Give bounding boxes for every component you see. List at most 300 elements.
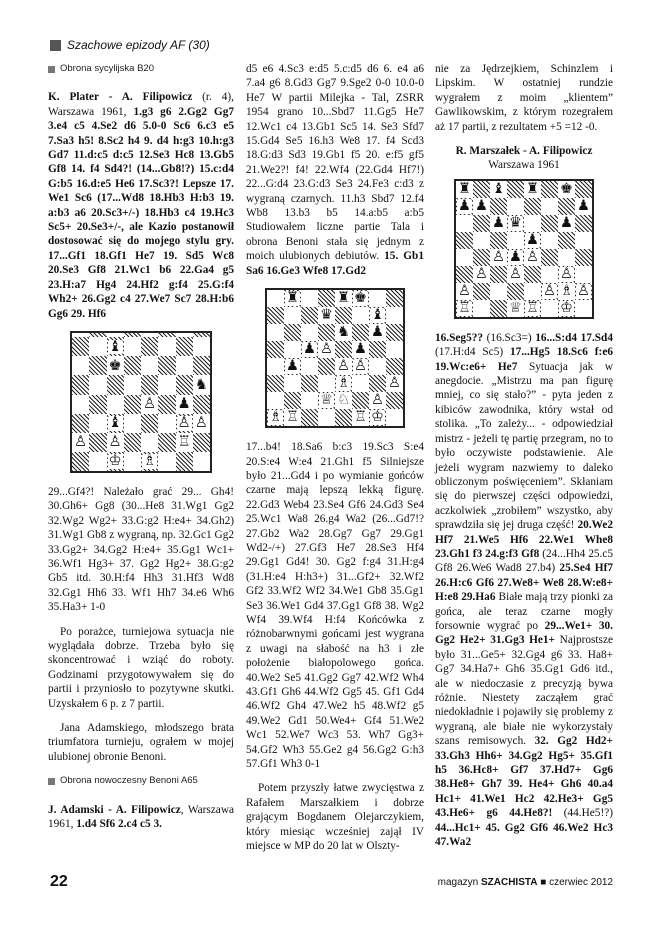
board-square (507, 232, 524, 249)
white-pawn-icon: ♙ (371, 392, 384, 409)
moves: 20.We2 Hf7 21.We5 Hf6 22.We1 Whe8 23.Gh1 f3 24.g:f3 Gf8 (435, 519, 613, 560)
board-square (473, 283, 490, 300)
board-square (176, 337, 193, 356)
magazine-name: SZACHISTA (480, 876, 538, 888)
board-square (89, 375, 106, 394)
board-square (267, 409, 284, 426)
white-rook-icon: ♖ (354, 409, 367, 426)
board-square (141, 452, 158, 471)
board-square (507, 266, 524, 283)
board-square (386, 307, 403, 324)
board-square (507, 181, 524, 198)
board-square (369, 341, 386, 358)
board-square (456, 181, 473, 198)
board-square (541, 232, 558, 249)
board-square (267, 307, 284, 324)
board-square (72, 356, 89, 375)
board-square (558, 266, 575, 283)
board-square (158, 433, 175, 452)
white-rook-icon: ♖ (286, 409, 299, 426)
game1-heading: K. Plater - A. Filipowicz (48, 91, 193, 104)
black-rook-icon: ♜ (526, 181, 539, 198)
board-square (456, 266, 473, 283)
game1-text (48, 90, 234, 321)
page-number: 22 (50, 873, 68, 890)
board-square (318, 409, 335, 426)
board-square (193, 395, 210, 414)
board-square (301, 409, 318, 426)
board-square (284, 358, 301, 375)
page-footer (50, 873, 613, 891)
board-square (524, 232, 541, 249)
board-square (558, 215, 575, 232)
black-rook-icon: ♜ (337, 290, 350, 307)
black-pawn-icon: ♟ (492, 215, 505, 232)
paragraph-adamski: Jana Adamskiego, młodszego brata triumfatora turnieju, ograłem w mojej ulubionej obronie Benoni. (48, 722, 234, 763)
board-square (89, 452, 106, 471)
board-square (352, 358, 369, 375)
board-square (524, 198, 541, 215)
white-pawn-icon: ♙ (354, 358, 367, 375)
board-square (541, 215, 558, 232)
white-pawn-icon: ♙ (108, 432, 122, 450)
board-square (141, 356, 158, 375)
board-square (352, 409, 369, 426)
chess-diagram-3 (454, 179, 594, 319)
black-pawn-icon: ♟ (560, 215, 573, 232)
board-square (193, 433, 210, 452)
black-bishop-icon: ♝ (108, 337, 122, 355)
board-square (335, 392, 352, 409)
game2-comment: 17...b4! 18.Sa6 b:c3 19.Sc3 S:e4 20.S:e4 W:e4 21.Gh1 f5 Silniejsze było 21...Gd4 i po wymianie gońców czarne mają lepszą lekką figurę. 22.Gd3 Web4 23.Se4 Gf6 24.Gd3 Se4 25.Wc1 Wa8 26.g4 Wa2 (26...Gd7!? 27.Gb2 Wa2 28.Gg7 Gg7 29.Gg1 Wd2-/+) 27.Gf3 He7 28.Se3 Hf4 29.Gg1 Gd4! 30. Gg2 f:g4 31.H:g4 (31.H:e4 H:h3+) 31...Gf2+ 32.Wf2 Gf2 33.Wf2 Wf2 34.We1 Gb8 35.Gg1 Se3 36.We1 Gd4 37.Gg1 Gf8 38. Wg2 Wf4 39.Wf4 H:f4 Końcówka z różnobarwnymi gońcami jest wygrana z uwagi na słabość na h3 i złe położenie białopolowego gońca. 40.We2 Se5 41.Gg2 Gg7 42.Wf2 Wh4 43.Gf1 Gh6 44.Wf2 Gg5 45. Gf1 Gd4 46.Wf2 Gh4 47.We2 h5 48.Wf2 g5 49.We2 Gd1 50.We4+ Gf4 51.We2 Wc1 52.We7 Wc3 53. Wh7 Gg3+ 54.Gf2 Wh3 55.Ge2 g4 56.Gg2 G:h3 57.Gf1 Wh3 0-1 (246, 441, 424, 771)
board-square (456, 232, 473, 249)
board-square (335, 290, 352, 307)
game1-intro: (r. 4), Warszawa 1961, (48, 91, 234, 118)
board-square (541, 181, 558, 198)
board-square (89, 356, 106, 375)
board-square (318, 290, 335, 307)
board-square (524, 283, 541, 300)
board-square (72, 414, 89, 433)
comment: Najprostsze było 31...Ge5+ 32.Gg4 g6 33. Ha8+ Gg7 34.Ha7+ Gh6 35.Gg1 Gd6 itd., ale w niedoczasie z precyzją bywa różnie. Niestety zacząłem grać niedokładnie i pojawiły się problemy z wygraną, ale białe nie wykorzystały szans remisowych. (435, 634, 613, 748)
black-bishop-icon: ♝ (492, 181, 505, 198)
board-square (267, 290, 284, 307)
game1-moves: 1.g3 g6 2.Gg2 Gg7 3.e4 c5 4.Se2 d6 5.0-0 Sc6 6.c3 e5 7.Sa3 h5! 8.Sc2 h4 9. d4 h:g3 10.h:g3 Gd7 11.d:c5 d:c5 12.Se3 Hc8 13.Gb5 Gf8 14. f4 Sd4?! (14...Gb8!?) 15.c:d4 G:b5 16.d:e5 He6 17.Sc3?! Lepsze 17. We1 Sc6 (17...Wd8 18.Hb3 H:b3 19. a:b3 a6 20.Sc3+/-) 18.Hb3 c4 19.Hc3 Sc5+ 20.Se3+/-, ale Kazio postanowił dostosować się do mojego stylu gry. 17...Gf1 18.Gf1 He7 19. Sd5 Wc8 20.Se3 Gf8 21.Wc1 b6 22.Ga4 g5 23.H:a7 Hg4 24.Hf2 g:f4 25.G:f4 Wh2+ 26.Gg2 c4 27.We7 Sc7 28.H:b6 Gg6 29. Hf6 (48, 105, 234, 320)
game3-place: Warszawa 1961 (488, 159, 560, 172)
black-pawn-icon: ♟ (177, 394, 191, 412)
board-square (158, 356, 175, 375)
board-square (107, 356, 124, 375)
chess-diagram-1 (70, 331, 212, 473)
magazine-info (438, 877, 613, 888)
game1-comment: 29...Gf4?! Należało grać 29... Gh4! 30.Gh6+ Gg8 (30...He8 31.Wg1 Gg2 32.Wg2 Wg2+ 33.G:g2 H:e4+ 34.Gh2) 31.Wg1 Gb8 z wygraną, np. 32.Gc1 Gg2 33.Gg2+ 34.Gg2 H:e4+ 35.Gg1 Wc1+ 36.Wf1 Hg3+ 37. Gg2 Hg2+ 38.G:g2 Gb5 itd. 30.H:f4 Hh3 31.Hf3 Wd8 32.Gg1 Hh6 33. Wf1 Hh7 34.e6 Wh6 35.Ha3+ 1-0 (48, 485, 234, 614)
board-square (490, 266, 507, 283)
white-pawn-icon: ♙ (560, 266, 573, 283)
board-square (89, 433, 106, 452)
board-square (176, 414, 193, 433)
board-square (193, 414, 210, 433)
white-queen-icon: ♕ (320, 392, 333, 409)
board-square (575, 232, 592, 249)
black-knight-icon: ♞ (194, 375, 208, 393)
page-header (50, 36, 350, 54)
board-square (575, 198, 592, 215)
board-square (284, 290, 301, 307)
board-square (369, 375, 386, 392)
board-square (335, 324, 352, 341)
board-square (158, 395, 175, 414)
white-pawn-icon: ♙ (543, 283, 556, 300)
opening-label-1 (48, 62, 234, 76)
board-square (473, 198, 490, 215)
black-pawn-icon: ♟ (509, 249, 522, 266)
board-square (141, 375, 158, 394)
board-square (507, 283, 524, 300)
white-pawn-icon: ♙ (194, 413, 208, 431)
black-king-icon: ♚ (108, 356, 122, 374)
board-square (386, 341, 403, 358)
board-square (558, 249, 575, 266)
board-square (507, 215, 524, 232)
paragraph-after-loss: Po porażce, turniejowa sytuacja nie wyglądała dobrze. Trzeba było się skoncentrować i wziąć do roboty. Godzinami przygotowywałem się do partii i przyniosło to pozytywne skutki. Uzyskałem 6 p. z 7 partii. (48, 625, 234, 710)
game2-text (48, 803, 234, 832)
board-square (124, 452, 141, 471)
board-square (141, 433, 158, 452)
board-square (524, 249, 541, 266)
board-square (107, 395, 124, 414)
board-square (369, 324, 386, 341)
black-bishop-icon: ♝ (108, 413, 122, 431)
board-square (541, 283, 558, 300)
board-square (318, 341, 335, 358)
board-square (176, 356, 193, 375)
black-pawn-icon: ♟ (354, 341, 367, 358)
board-square (524, 300, 541, 317)
board-square (284, 324, 301, 341)
board-square (386, 409, 403, 426)
opening-label-2 (48, 774, 234, 788)
board-square (490, 300, 507, 317)
board-square (456, 215, 473, 232)
black-pawn-icon: ♟ (526, 232, 539, 249)
board-square (72, 395, 89, 414)
board-square (352, 392, 369, 409)
moves: 44...Hc1+ 45. Gg2 Gf6 46.We2 Hc3 47.Wa2 (435, 821, 613, 849)
board-square (524, 181, 541, 198)
game2-heading: J. Adamski - A. Filipowicz (48, 803, 181, 816)
board-square (456, 283, 473, 300)
variation: (17.H:d4 Sc5) (435, 346, 511, 359)
white-rook-icon: ♖ (458, 300, 471, 317)
board-square (107, 375, 124, 394)
game2-intro: , Warszawa 1961, (48, 803, 234, 831)
board-square (507, 300, 524, 317)
board-square (352, 324, 369, 341)
board-square (284, 392, 301, 409)
white-bishop-icon: ♗ (143, 452, 157, 470)
black-king-icon: ♚ (354, 290, 367, 307)
board-square (490, 215, 507, 232)
board-square (473, 266, 490, 283)
board-square (158, 375, 175, 394)
board-square (369, 409, 386, 426)
black-king-icon: ♚ (560, 181, 573, 198)
board-square (89, 414, 106, 433)
board-square (267, 375, 284, 392)
board-square (318, 307, 335, 324)
board-square (335, 375, 352, 392)
board-square (473, 181, 490, 198)
white-pawn-icon: ♙ (388, 375, 401, 392)
board-square (386, 324, 403, 341)
white-pawn-icon: ♙ (526, 249, 539, 266)
black-pawn-icon: ♟ (286, 358, 299, 375)
board-square (124, 337, 141, 356)
board-square (575, 249, 592, 266)
black-knight-icon: ♞ (337, 324, 350, 341)
white-king-icon: ♔ (560, 300, 573, 317)
board-square (456, 198, 473, 215)
board-square (490, 249, 507, 266)
moves: 16...S:d4 17.Sd4 (535, 331, 613, 344)
board-square (107, 414, 124, 433)
board-square (107, 433, 124, 452)
board-square (141, 337, 158, 356)
board-square (335, 358, 352, 375)
board-square (193, 452, 210, 471)
moves: 17...Hg5 18.Sc6 f:e6 19.Wc:e6+ He7 (435, 346, 613, 373)
board-square (473, 300, 490, 317)
white-pawn-icon: ♙ (337, 358, 350, 375)
board-square (176, 452, 193, 471)
board-square (141, 414, 158, 433)
board-square (490, 198, 507, 215)
separator-dot: ■ (540, 876, 547, 888)
white-bishop-icon: ♗ (269, 409, 282, 426)
board-square (158, 337, 175, 356)
board-square (301, 290, 318, 307)
board-square (193, 356, 210, 375)
chess-diagram-2 (265, 288, 405, 428)
column-2 (246, 62, 424, 863)
white-pawn-icon: ♙ (143, 394, 157, 412)
board-square (72, 433, 89, 452)
black-bishop-icon: ♝ (371, 307, 384, 324)
opening-name: Obrona nowoczesny Benoni A65 (60, 775, 198, 787)
variation: (16.Sc3=) (486, 331, 536, 344)
game2-moves: 1.d4 Sf6 2.c4 c5 3. (76, 818, 162, 831)
paragraph-last-round: nie za Jędrzejkiem, Schinzlem i Lipskim. W ostatniej rundzie wygrałem z moim „klientem” Gawlikowskim, z którym rozegrałem aż 17 partii, z rezultatem +5 =12 -0. (435, 63, 613, 133)
game2-moves-notes: d5 e6 4.Sc3 e:d5 5.c:d5 d6 6. e4 a6 7.a4 g6 8.Gd3 Gg7 9.Sge2 0-0 10.0-0 He7 W partii Milejka - Tal, ZSRR 1954 grano 10...Sbd7 11.Gg5 He7 12.Wc1 c4 13.Gb1 Sc5 14. Se3 Sfd7 15.Gd4 Se5 16.h3 We8 17. f4 Scd3 18.G:d3 Sd3 19.Gb1 f5 20. e:f5 gf5 21.We2?! f4! 22.Wf4 (22.Gd4 Hf7!) 22...G:d4 23.G:d3 Se3 24.Fe3 c:d3 z wygraną czarnych. 11.h3 Sbd7 12.f4 Wb8 13.b3 b5 14.a:b5 a:b5 Studiowałem liczne partie Tala i obrona Benoni stała się jednym z moich ulubionych debiutów. (246, 63, 424, 263)
board-square (490, 232, 507, 249)
white-pawn-icon: ♙ (74, 432, 88, 450)
board-square (335, 341, 352, 358)
board-square (267, 324, 284, 341)
white-rook-icon: ♖ (177, 432, 191, 450)
board-square (575, 283, 592, 300)
white-pawn-icon: ♙ (509, 266, 522, 283)
board-square (176, 433, 193, 452)
board-square (301, 392, 318, 409)
moves: 25.Se4 Hf7 26.H:c6 Gf6 27.We8+ We8 28.W:e8+ H:e8 29.Ha6 (435, 562, 614, 604)
variation: (44.He5!?) (563, 807, 613, 820)
board-square (473, 232, 490, 249)
column-1 (48, 62, 234, 841)
board-square (558, 198, 575, 215)
board-square (158, 414, 175, 433)
board-square (318, 358, 335, 375)
white-knight-icon: ♘ (337, 392, 350, 409)
board-square (541, 198, 558, 215)
board-square (386, 375, 403, 392)
board-square (107, 452, 124, 471)
white-queen-icon: ♕ (509, 300, 522, 317)
board-square (72, 375, 89, 394)
board-square (507, 198, 524, 215)
moves: 29...We1+ 30. Gg2 He2+ 31.Gg3 He1+ (435, 619, 613, 647)
issue-date: czerwiec 2012 (549, 876, 613, 888)
black-pawn-icon: ♟ (577, 198, 590, 215)
board-square (541, 249, 558, 266)
board-square (369, 358, 386, 375)
section-square-icon (48, 778, 55, 785)
board-square (301, 375, 318, 392)
variation: (24...Hh4 25.c5 Gf8 26.We6 Wad8 27.b4) (435, 547, 613, 575)
board-square (335, 409, 352, 426)
board-square (456, 300, 473, 317)
game2-continuation (246, 62, 424, 278)
game3-text (435, 331, 613, 850)
board-square (558, 181, 575, 198)
board-square (301, 324, 318, 341)
board-square (558, 232, 575, 249)
board-square (318, 324, 335, 341)
white-king-icon: ♔ (108, 452, 122, 470)
white-bishop-icon: ♗ (337, 375, 350, 392)
moves: 16.Seg5?? (435, 331, 487, 344)
board-square (524, 266, 541, 283)
white-pawn-icon: ♙ (475, 266, 488, 283)
game3-heading: R. Marszałek - A. Filipowicz (455, 145, 593, 158)
board-square (386, 392, 403, 409)
board-square (318, 375, 335, 392)
white-pawn-icon: ♙ (177, 413, 191, 431)
black-rook-icon: ♜ (458, 181, 471, 198)
board-square (575, 181, 592, 198)
board-square (301, 341, 318, 358)
board-square (541, 300, 558, 317)
board-square (284, 341, 301, 358)
opening-name: Obrona sycylijska B20 (60, 63, 154, 74)
board-square (318, 392, 335, 409)
board-square (352, 375, 369, 392)
board-square (72, 452, 89, 471)
board-square (176, 375, 193, 394)
board-square (124, 414, 141, 433)
black-pawn-icon: ♟ (371, 324, 384, 341)
board-square (193, 375, 210, 394)
board-square (267, 341, 284, 358)
game2-moves-end: 15. Gb1 Sa6 16.Ge3 Wfe8 17.Gd2 (246, 250, 424, 277)
board-square (386, 290, 403, 307)
board-square (158, 452, 175, 471)
board-square (541, 266, 558, 283)
board-square (124, 395, 141, 414)
board-square (193, 337, 210, 356)
white-pawn-icon: ♙ (492, 249, 505, 266)
board-square (369, 307, 386, 324)
black-queen-icon: ♛ (320, 307, 333, 324)
board-square (176, 395, 193, 414)
paragraph-further-wins: Potem przyszły łatwe zwycięstwa z Rafałem Marszałkiem i dobrze grającym Bogdanem Olejarczykiem, który miesiąc wcześniej zajął IV miejsce w MP do 20 lat w Olszty- (246, 782, 424, 853)
board-square (575, 300, 592, 317)
board-square (284, 409, 301, 426)
board-square (558, 300, 575, 317)
board-square (369, 392, 386, 409)
white-bishop-icon: ♗ (560, 283, 573, 300)
board-square (352, 307, 369, 324)
board-square (369, 290, 386, 307)
white-pawn-icon: ♙ (320, 341, 333, 358)
black-rook-icon: ♜ (286, 290, 299, 307)
board-square (124, 375, 141, 394)
column-3 (435, 62, 613, 859)
board-square (575, 215, 592, 232)
magazine-prefix: magazyn (437, 876, 479, 888)
board-square (386, 358, 403, 375)
section-square-icon (48, 66, 55, 73)
board-square (72, 337, 89, 356)
board-square (352, 341, 369, 358)
black-pawn-icon: ♟ (475, 198, 488, 215)
comment: Sytuacja jak w anegdocie. „Mistrzu ma pan figurę mniej, co się stało?” - pyta jeden z kibiców zawodnika, który wstał od stolika. „To zależy... - odpowiedział mistrz - jeżeli tę partię przegram, no to było oczywiste podstawienie. Ale jeżeli wygram nazwiemy to daleko obliczonym poświęceniem”. Skłaniam się do pierwszej części odpowiedzi, aczkolwiek „zrobiłem” wszystko, aby sprawdziła się jej druga część! (435, 360, 613, 532)
white-rook-icon: ♖ (526, 300, 539, 317)
board-square (267, 358, 284, 375)
header-square-icon (50, 40, 61, 51)
moves: 32. Gg2 Hd2+ 33.Gh3 Hh6+ 34.Gg2 Hg5+ 35.Gf1 h5 36.Hc8+ Gf7 37.Hd7+ Gg6 38.He8+ Gh7 39. He4+ Gh6 40.a4 Hc1+ 41.We1 Hc2 42.He3+ Gg5 43.He6+ g6 44.He8?! (435, 735, 613, 820)
board-square (473, 249, 490, 266)
board-square (284, 307, 301, 324)
black-pawn-icon: ♟ (458, 198, 471, 215)
board-square (107, 337, 124, 356)
board-square (267, 392, 284, 409)
white-pawn-icon: ♙ (458, 283, 471, 300)
board-square (124, 356, 141, 375)
board-square (335, 307, 352, 324)
board-square (456, 249, 473, 266)
board-square (507, 249, 524, 266)
board-square (301, 307, 318, 324)
board-square (124, 433, 141, 452)
board-square (89, 337, 106, 356)
board-square (141, 395, 158, 414)
comment: Białe mają trzy pionki za gońca, ale teraz czarne mogły forsownie wygrać po (435, 591, 613, 632)
black-pawn-icon: ♟ (303, 341, 316, 358)
black-queen-icon: ♛ (509, 215, 522, 232)
white-pawn-icon: ♙ (577, 283, 590, 300)
board-square (284, 375, 301, 392)
board-square (473, 215, 490, 232)
board-square (490, 283, 507, 300)
white-king-icon: ♔ (371, 409, 384, 426)
header-title: Szachowe epizody AF (30) (67, 38, 210, 52)
board-square (89, 395, 106, 414)
board-square (558, 283, 575, 300)
board-square (575, 266, 592, 283)
board-square (301, 358, 318, 375)
board-square (490, 181, 507, 198)
board-square (352, 290, 369, 307)
